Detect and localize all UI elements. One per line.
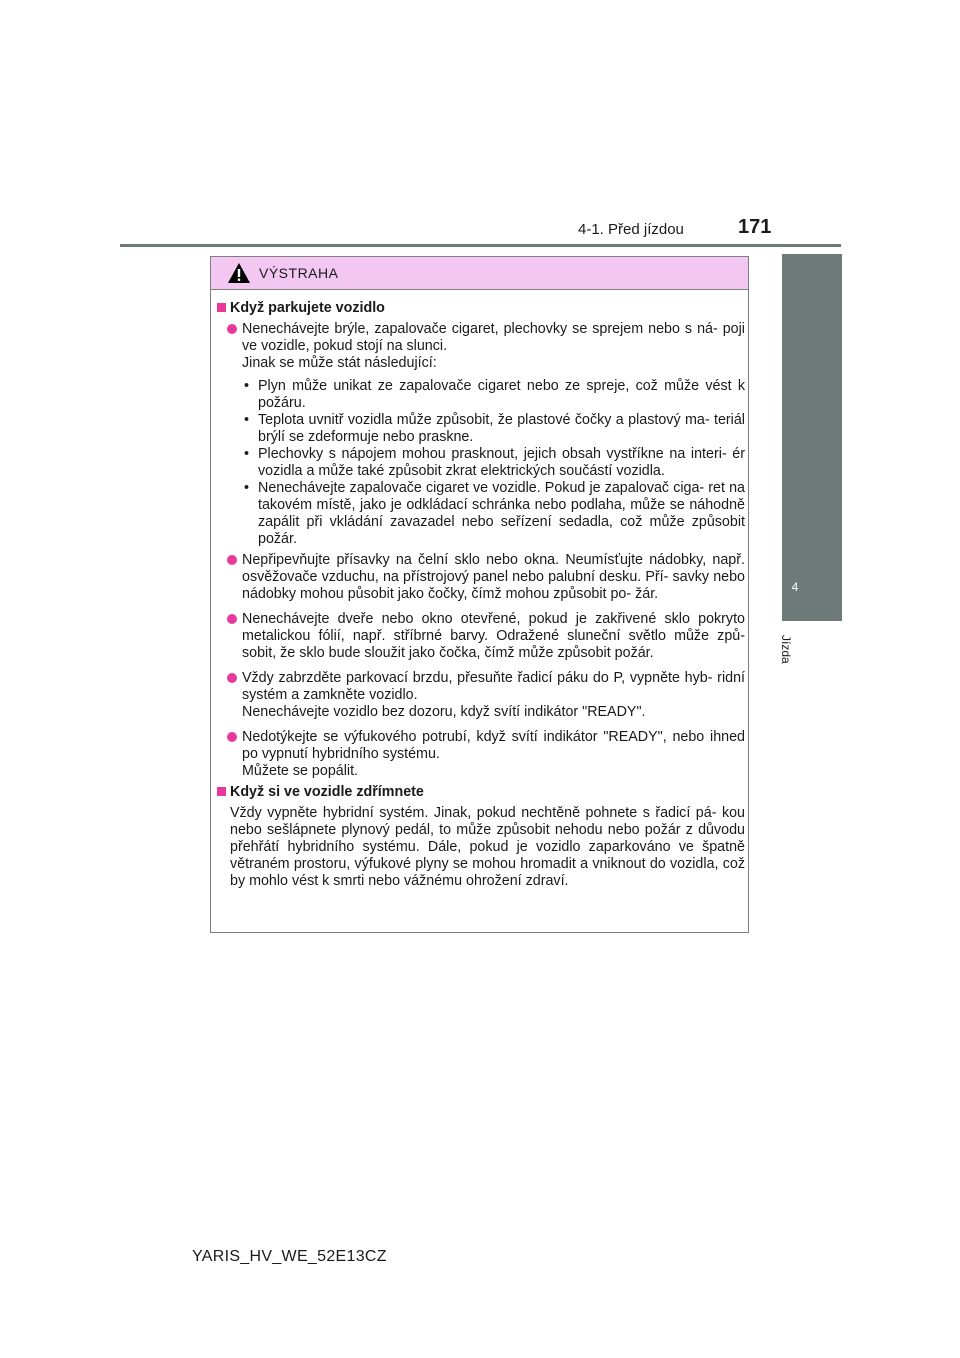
document-code: YARIS_HV_WE_52E13CZ — [192, 1248, 387, 1265]
sub-list-item: • Nenechávejte zapalovače cigaret ve vozidle. Pokud je zapalovač ciga- ret na takovém místě, jako je odkládací schránka nebo podlaha, může se náhodně zapálit při vkládání zavazadel nebo seřízení sedadla, což může způsobit požár. — [244, 480, 745, 547]
warning-triangle-icon — [227, 262, 251, 284]
round-bullet-icon — [227, 324, 237, 334]
square-bullet-icon — [217, 787, 226, 796]
round-bullet-icon — [227, 732, 237, 742]
section-heading-text: Když parkujete vozidlo — [230, 300, 385, 316]
sub-item-text: Plyn může unikat ze zapalovače cigaret nebo ze spreje, což může vést k požáru. — [258, 378, 745, 411]
section-title: 4-1. Před jízdou — [578, 221, 684, 238]
warning-box — [210, 256, 749, 933]
item-text: Nenechávejte dveře nebo okno otevřené, pokud je zakřivené sklo pokryto metalickou fólií, např. stříbrné barvy. Odražené sluneční světlo může způ- sobit, že sklo bude sloužit jako čočka, čímž může způsobit požár. — [242, 611, 745, 661]
sub-list — [242, 378, 745, 548]
section-heading — [217, 300, 745, 317]
list-item — [217, 670, 745, 721]
chapter-number: 4 — [791, 580, 799, 594]
item-text: Nepřipevňujte přísavky na čelní sklo nebo okna. Neumísťujte nádobky, např. osvěžovače vzduchu, na přístrojový panel nebo palubní desku. Pří- savky nebo nádobky mohou působit jako čočky, čímž mohou způsobit po- žár. — [242, 552, 745, 602]
page-number: 171 — [738, 216, 772, 238]
list-item — [217, 729, 745, 780]
sub-item-text: Plechovky s nápojem mohou prasknout, jejich obsah vystříkne na interi- ér vozidla a může také způsobit zkrat elektrických součástí vozidla. — [258, 446, 745, 479]
chapter-label — [779, 635, 845, 685]
sub-list-item: • Plechovky s nápojem mohou prasknout, jejich obsah vystříkne na interi- ér vozidla a může také způsobit zkrat elektrických součástí vozidla. — [244, 446, 745, 479]
item-text: Nenechávejte vozidlo bez dozoru, když svítí indikátor "READY". — [242, 704, 646, 720]
item-text: Jinak se může stát následující: — [242, 355, 437, 371]
square-bullet-icon — [217, 303, 226, 312]
section-paragraph: Vždy vypněte hybridní systém. Jinak, pokud nechtěně pohnete s řadicí pá- kou nebo sešlápnete plynový pedál, to může způsobit nehodu nebo požár z důvodu přehřátí hybridního systému. Dále, pokud je vozidlo zaparkováno ve špatně větraném prostoru, výfukové plyny se mohou hromadit a vniknout do vozidla, což by mohlo vést k smrti nebo vážnému ohrožení zdraví. — [230, 805, 745, 889]
item-text: Vždy zabrzděte parkovací brzdu, přesuňte řadicí páku do P, vypněte hyb- ridní systém a zamkněte vozidlo. — [242, 670, 745, 703]
warning-content — [217, 300, 745, 890]
sub-list-item: • Teplota uvnitř vozidla může způsobit, že plastové čočky a plastový ma- teriál brýlí se zdeformuje nebo praskne. — [244, 412, 745, 445]
list-item — [217, 611, 745, 662]
round-bullet-icon — [227, 555, 237, 565]
chapter-label-text: Jízda — [779, 635, 793, 664]
chapter-tab — [782, 254, 842, 621]
sub-item-text: Teplota uvnitř vozidla může způsobit, že plastové čočky a plastový ma- teriál brýlí se zdeformuje nebo praskne. — [258, 412, 745, 445]
sub-item-text: Nenechávejte zapalovače cigaret ve vozidle. Pokud je zapalovač ciga- ret na takovém místě, jako je odkládací schránka nebo podlaha, může se náhodně zapálit při vkládání zavazadel nebo seřízení sedadla, což může způsobit požár. — [258, 480, 745, 547]
section-heading — [217, 784, 745, 801]
round-bullet-icon — [227, 673, 237, 683]
list-item — [217, 552, 745, 603]
item-text: Nedotýkejte se výfukového potrubí, když svítí indikátor "READY", nebo ihned po vypnutí hybridního systému. — [242, 729, 745, 762]
sub-list-item: • Plyn může unikat ze zapalovače cigaret nebo ze spreje, což může vést k požáru. — [244, 378, 745, 411]
header-divider — [120, 244, 841, 247]
round-bullet-icon — [227, 614, 237, 624]
section-heading-text: Když si ve vozidle zdřímnete — [230, 784, 424, 800]
item-text: Nenechávejte brýle, zapalovače cigaret, plechovky se sprejem nebo s ná- poji ve vozidle, pokud stojí na slunci. — [242, 321, 745, 354]
item-text: Můžete se popálit. — [242, 763, 359, 779]
warning-title: VÝSTRAHA — [259, 265, 339, 281]
warning-header — [211, 257, 748, 290]
list-item — [217, 321, 745, 548]
